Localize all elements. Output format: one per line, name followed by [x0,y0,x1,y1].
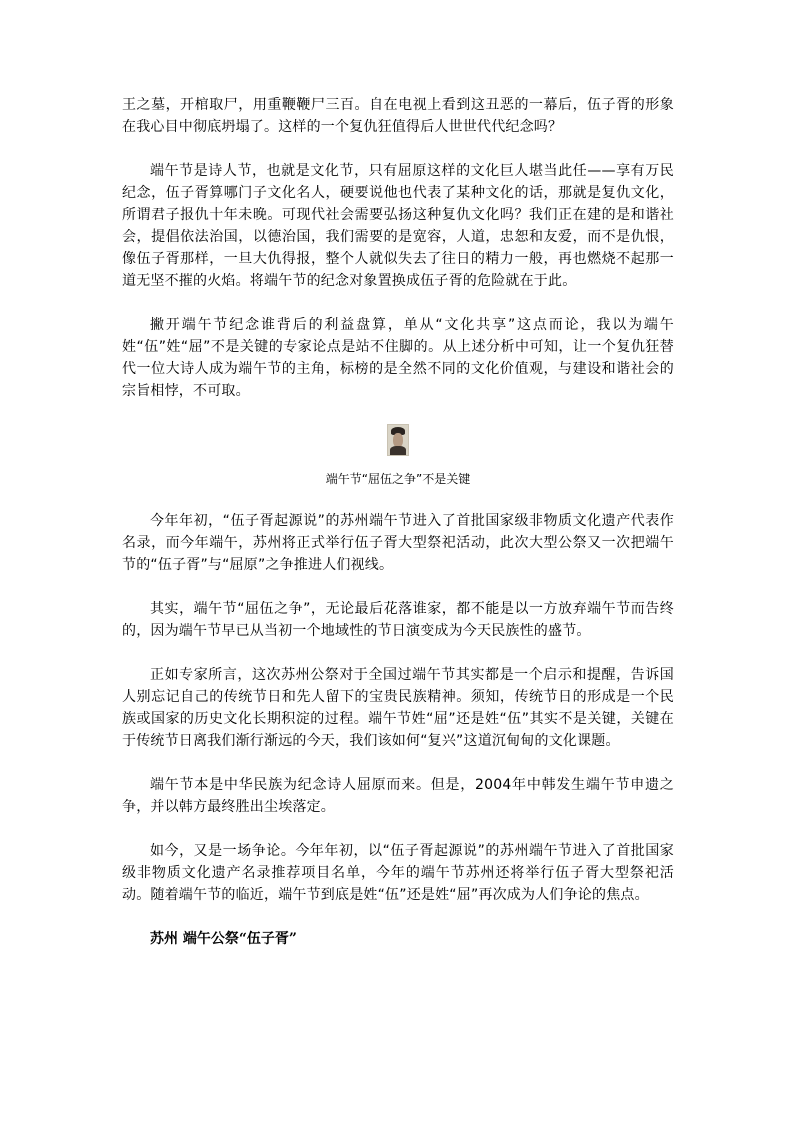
paragraph-poet-festival: 端午节是诗人节，也就是文化节，只有屈原这样的文化巨人堪当此任——享有万民纪念，伍子胥算哪门子文化名人，硬要说他也代表了某种文化的话，那就是复仇文化，所谓君子报仇十年未晚。可现代社会需要弘扬这种复仇文化吗？我们正在建的是和谐社会，提倡依法治国，以德治国，我们需要的是宽容，人道，忠恕和友爱，而不是仇恨，像伍子胥那样，一旦大仇得报，整个人就似失去了往日的精力一般，再也燃烧不起那一道无坚不摧的火焰。将端午节的纪念对象置换成伍子胥的危险就在于此。 [122,163,674,289]
paragraph-dispute: 其实，端午节“屈伍之争”，无论最后花落谁家，都不能是以一方放弃端午节而告终的，因为端午节早已从当初一个地域性的节日演变成为今天民族性的盛节。 [122,601,674,639]
paragraph-expert-view: 正如专家所言，这次苏州公祭对于全国过端午节其实都是一个启示和提醒，告诉国人别忘记自己的传统节日和先人留下的宝贵民族精神。须知，传统节日的形成是一个民族或国家的历史文化长期积淀的过程。端午节姓“屈”还是姓“伍”其实不是关键，关键在于传统节日离我们渐行渐远的今天，我们该如何“复兴”这道沉甸甸的文化课题。 [122,667,674,749]
article-body [122,94,674,950]
paragraph-continued: 王之墓，开棺取尸，用重鞭鞭尸三百。自在电视上看到这丑恶的一幕后，伍子胥的形象在我心目中彻底坍塌了。这样的一个复仇狂值得后人世世代代纪念吗？ [122,97,674,135]
paragraph-suzhou-listing: 今年年初，“伍子胥起源说”的苏州端午节进入了首批国家级非物质文化遗产代表作名录，而今年端午，苏州将正式举行伍子胥大型祭祀活动，此次大型公祭又一次把端午节的“伍子胥”与“屈原”之争推进人们视线。 [122,513,674,573]
portrait-image [387,424,409,456]
paragraph-new-debate: 如今，又是一场争论。今年年初，以“伍子胥起源说”的苏州端午节进入了首批国家级非物质文化遗产名录推荐项目名单，今年的端午节苏州还将举行伍子胥大型祭祀活动。随着端午节的临近，端午节到底是姓“伍”还是姓“屈”再次成为人们争论的焦点。 [122,843,674,903]
paragraph-korea-2004: 端午节本是中华民族为纪念诗人屈原而来。但是，2004年中韩发生端午节申遗之争，并以韩方最终胜出尘埃落定。 [122,777,674,815]
figure [122,424,674,488]
section-subheading: 苏州 端午公祭“伍子胥” [150,931,297,947]
figure-caption: 端午节“屈伍之争”不是关键 [325,472,471,486]
paragraph-culture-sharing: 撇开端午节纪念谁背后的利益盘算，单从“文化共享”这点而论，我以为端午姓“伍”姓“屈”不是关键的专家论点是站不住脚的。从上述分析中可知，让一个复仇狂替代一位大诗人成为端午节的主角，标榜的是全然不同的文化价值观，与建设和谐社会的宗旨相悖，不可取。 [122,317,674,399]
